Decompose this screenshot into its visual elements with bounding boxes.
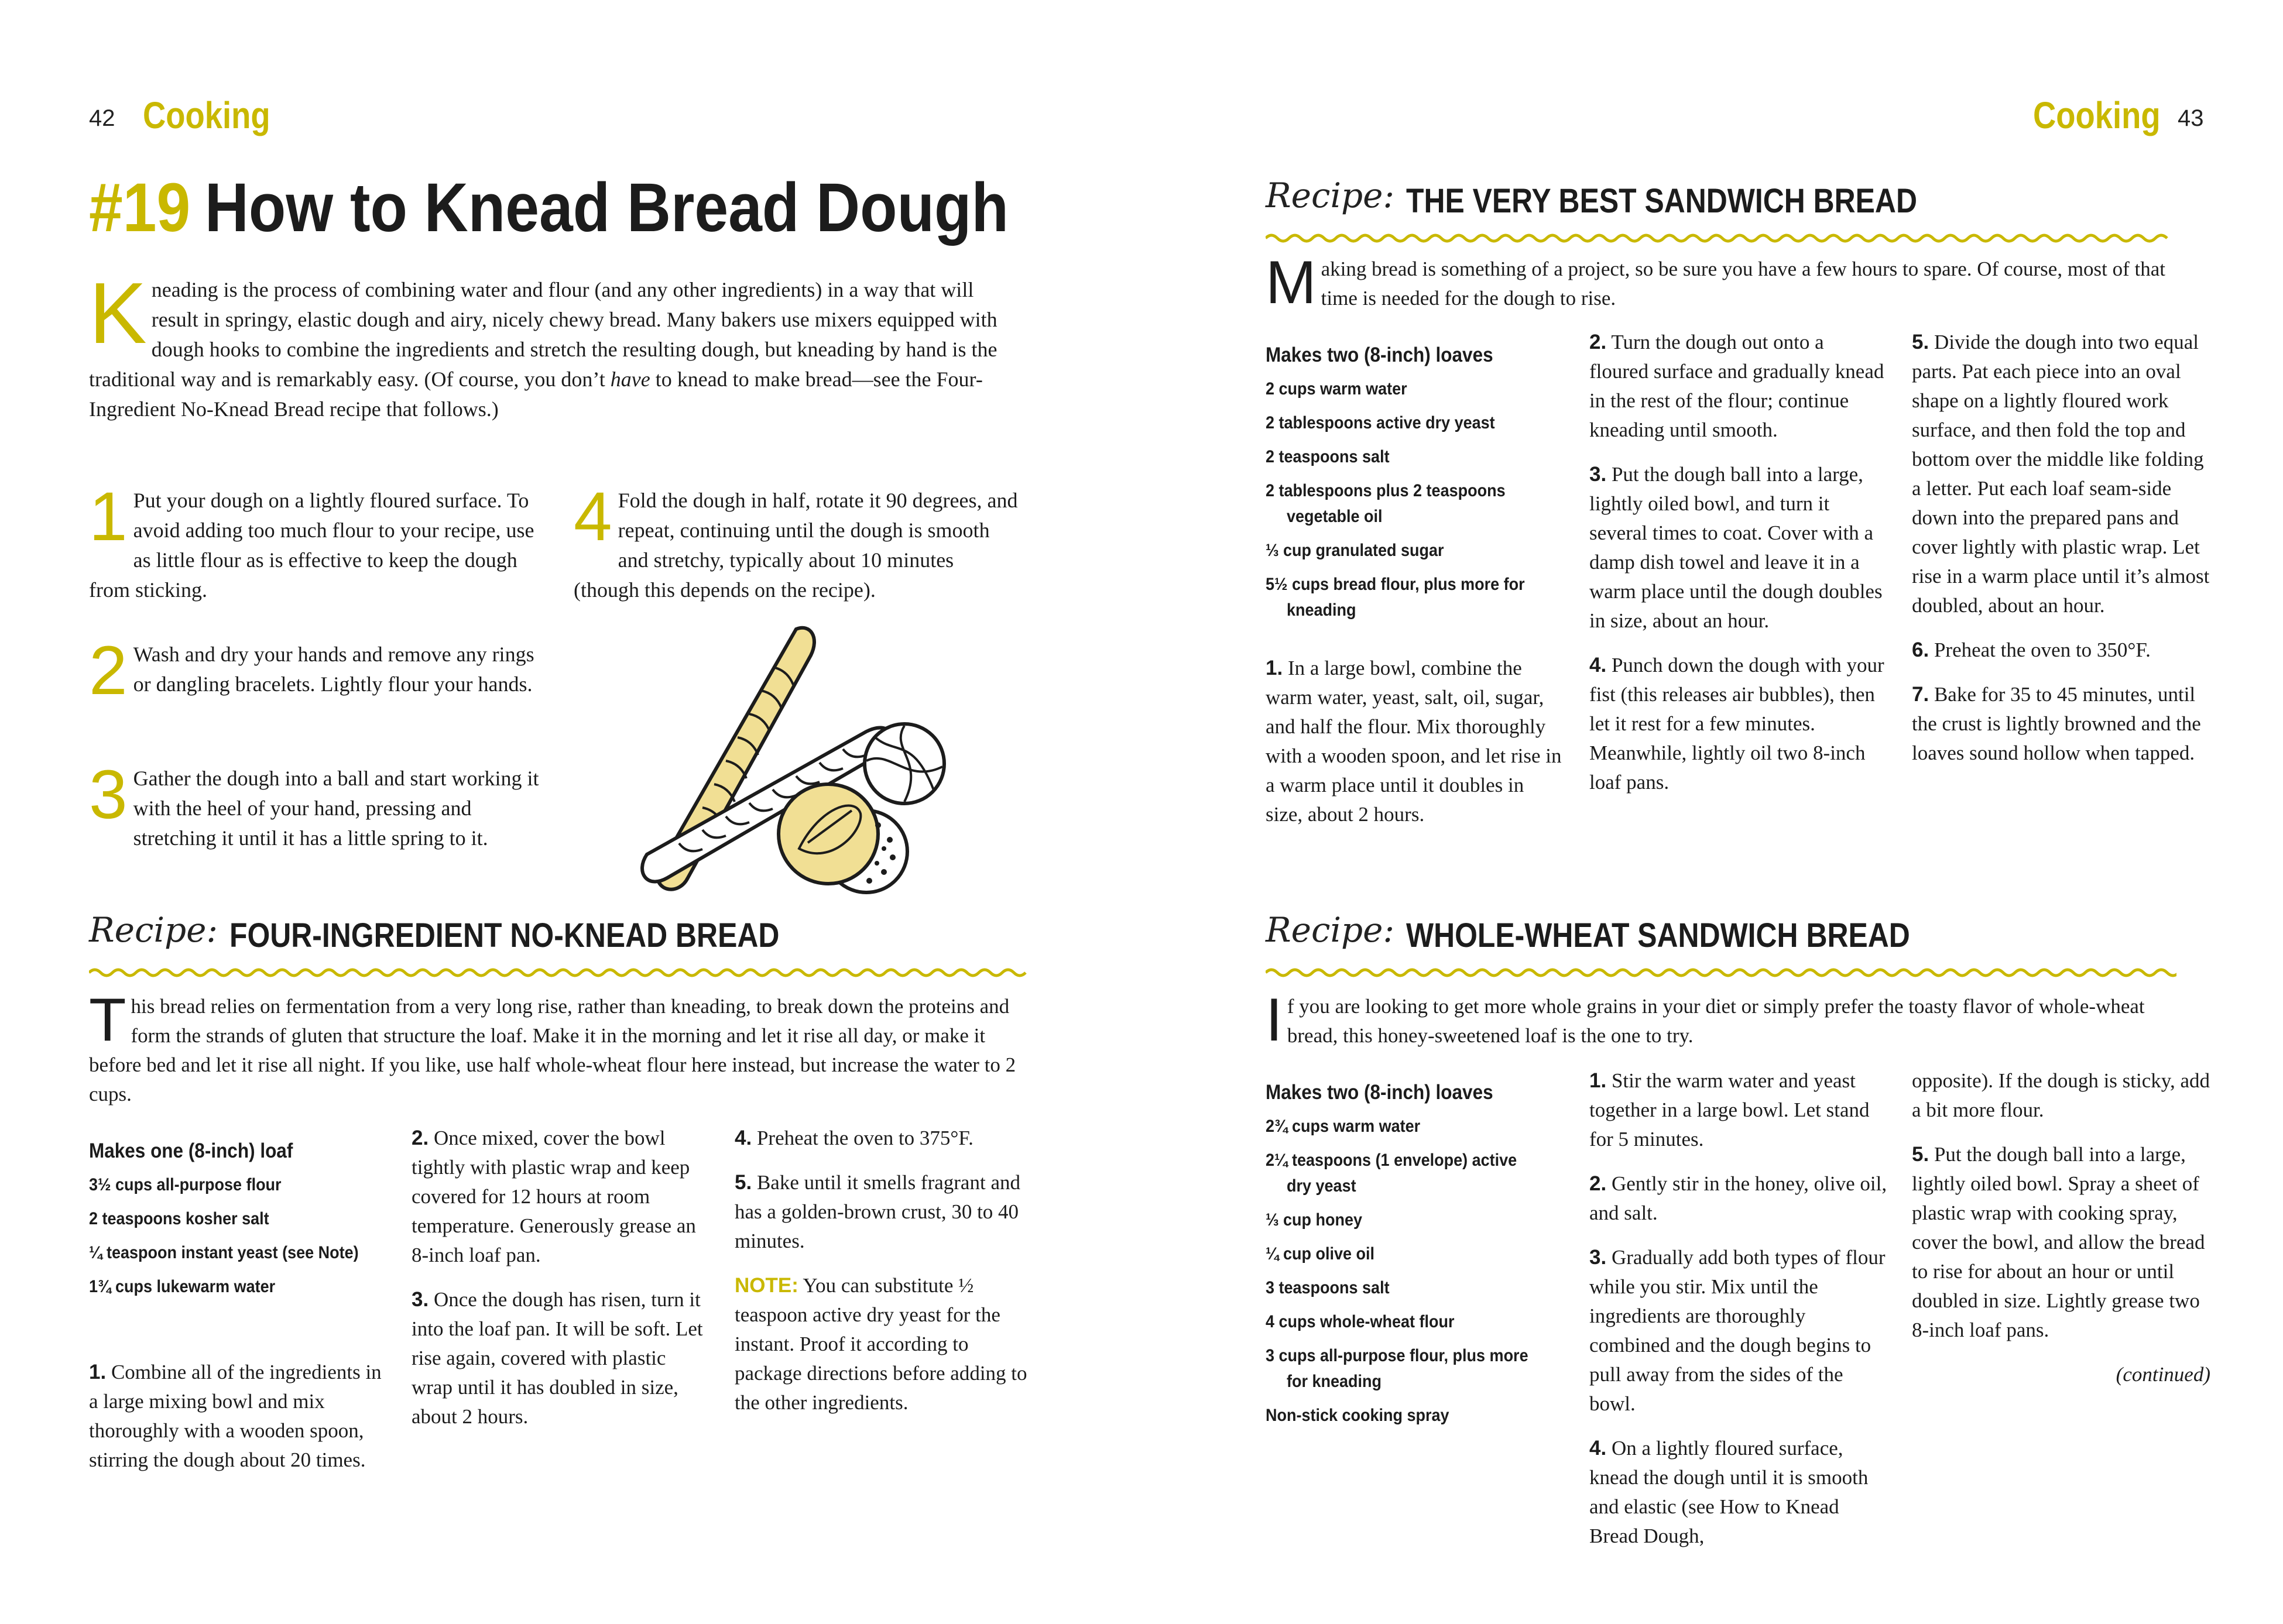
wavy-rule bbox=[1266, 966, 2176, 980]
recipe-column-2 bbox=[1589, 328, 1888, 812]
recipe-step: 5. Divide the dough into two equal parts. Pat each piece into an oval shape on a lightly floured work surface, and then fold the top and bottom over the middle like folding a letter. Put each loaf seam-side down into the prepared pans and cover lightly with plastic wrap. Let rise in a warm place until it’s almost doubled, about an hour. bbox=[1912, 331, 2210, 617]
running-head: Cooking bbox=[2033, 94, 2161, 136]
ingredient: ⅓ cup honey bbox=[1266, 1210, 1363, 1230]
ingredient: ¼ teaspoon instant yeast (see Note) bbox=[89, 1243, 359, 1262]
recipe-intro: This bread relies on fermentation from a very long rise, rather than kneading, to break down the proteins and form the strands of gluten that structure the loaf. Make it in the morning and let it rise all day, or make it before bed and let it rise all night. If you like, use half whole-wheat flour here instead, but increase the water to 2 cups. bbox=[89, 986, 1016, 1105]
ingredient: 3 teaspoons salt bbox=[1266, 1278, 1390, 1297]
ingredient-list bbox=[1266, 342, 1529, 631]
recipe-header bbox=[89, 910, 1031, 980]
recipe-title: WHOLE-WHEAT SANDWICH BREAD bbox=[1406, 916, 1910, 955]
step-number: 3 bbox=[89, 756, 128, 833]
recipe-step: 5. Put the dough ball into a large, lightly oiled bowl. Spray a sheet of plastic wrap with cooking spray, cover the bowl, and allow the bread to rise for about an hour or until doubled in size. Lightly grease two 8-inch loaf pans. bbox=[1912, 1143, 2205, 1341]
right-page bbox=[1142, 0, 2283, 1624]
chapter-title bbox=[89, 170, 1009, 246]
recipe-step: 2. Turn the dough out onto a floured surface and gradually knead in the rest of the flour; continue kneading until smooth. bbox=[1589, 331, 1884, 441]
page-number: 42 bbox=[89, 105, 115, 131]
recipe-note: NOTE: You can substitute ½ teaspoon active dry yeast for the instant. Proof it according to package directions before adding to the other ingredients. bbox=[735, 1274, 1027, 1414]
recipe-step-continued: opposite). If the dough is sticky, add a bit more flour. bbox=[1912, 1069, 2210, 1121]
ingredient: 2 cups warm water bbox=[1266, 379, 1407, 399]
recipe-intro: Making bread is something of a project, so be sure you have a few hours to spare. Of course, most of that time is needed for the dough to rise. bbox=[1266, 249, 2166, 317]
kneading-step: 1 Put your dough on a lightly floured surface. To avoid adding too much flour to your recipe, use as little flour as is effective to keep the dough from sticking. bbox=[89, 478, 534, 602]
wavy-rule bbox=[89, 966, 1031, 980]
recipe-step: 2. Once mixed, cover the bowl tightly with plastic wrap and keep covered for 12 hours at room temperature. Generously grease an 8-inch loaf pan. bbox=[412, 1127, 696, 1266]
kneading-step: 3 Gather the dough into a ball and start working it with the heel of your hand, pressing and stretching it until it has a little spring to it. bbox=[89, 756, 539, 850]
drop-cap: M bbox=[1266, 249, 1317, 317]
ingredient: 2 teaspoons kosher salt bbox=[89, 1209, 269, 1228]
recipe-column-2 bbox=[412, 1124, 710, 1447]
recipe-step: 3. Once the dough has risen, turn it into the loaf pan. It will be soft. Let rise again, covered with plastic wrap until it has doubled in size, about 2 hours. bbox=[412, 1288, 703, 1428]
recipe-yield: Makes two (8-inch) loaves bbox=[1266, 344, 1493, 366]
recipe-column-3 bbox=[1912, 328, 2210, 783]
drop-cap: T bbox=[89, 986, 126, 1054]
ingredient: ¼ cup olive oil bbox=[1266, 1244, 1375, 1264]
ingredient: 2¾ cups warm water bbox=[1266, 1117, 1421, 1136]
bread-loaves-illustration bbox=[632, 620, 960, 913]
recipe-column-2 bbox=[1589, 1066, 1888, 1566]
ingredient: 2 tablespoons plus 2 teaspoons vegetable oil bbox=[1266, 481, 1506, 526]
recipe-step: 4. On a lightly floured surface, knead the dough until it is smooth and elastic (see How to Knead Bread Dough, bbox=[1589, 1437, 1869, 1547]
recipe-yield: Makes one (8-inch) loaf bbox=[89, 1139, 293, 1162]
kneading-step: 2 Wash and dry your hands and remove any rings or dangling bracelets. Lightly flour your hands. bbox=[89, 632, 534, 709]
recipe-header bbox=[1266, 176, 2176, 246]
recipe-column-1 bbox=[89, 1358, 388, 1490]
recipe-step: 7. Bake for 35 to 45 minutes, until the crust is lightly browned and the loaves sound hollow when tapped. bbox=[1912, 683, 2201, 764]
wavy-rule bbox=[1266, 231, 2176, 245]
page-number: 43 bbox=[2178, 105, 2204, 131]
ingredient-list bbox=[1266, 1080, 1540, 1437]
recipe-step: 1. In a large bowl, combine the warm water, yeast, salt, oil, sugar, and half the flour. Mix thoroughly with a wooden spoon, and let rise in a warm place until it doubles in size, about 2 hours. bbox=[1266, 657, 1562, 826]
recipe-step: 6. Preheat the oven to 350°F. bbox=[1912, 638, 2151, 661]
ingredient: 3 cups all-purpose flour, plus more for kneading bbox=[1266, 1346, 1528, 1391]
ingredient: 5½ cups bread flour, plus more for kneading bbox=[1266, 575, 1525, 620]
recipe-label: Recipe: bbox=[89, 910, 218, 950]
recipe-intro: If you are looking to get more whole grains in your diet or simply prefer the toasty flavor of whole-wheat bread, this honey-sweetened loaf is the one to try. bbox=[1266, 986, 2145, 1054]
ingredient: 3½ cups all-purpose flour bbox=[89, 1175, 282, 1194]
recipe-label: Recipe: bbox=[1266, 910, 1395, 950]
running-head: Cooking bbox=[143, 94, 270, 136]
continued-marker: (continued) bbox=[2116, 1363, 2210, 1386]
ingredient: 1¾ cups lukewarm water bbox=[89, 1277, 276, 1296]
intro-paragraph: Kneading is the process of combining water and flour (and any other ingredients) in a way that will result in springy, elastic dough and airy, nicely chewy bread. Many bakers use mixers equipped with dough hooks to combine the ingredients and stretch the resulting dough, but kneading by hand is the traditional way and is remarkably easy. (Of course, you don’t have to knead to make bread—see the Four-Ingredient No-Knead Bread recipe that follows.) bbox=[89, 265, 997, 421]
ingredient: 4 cups whole-wheat flour bbox=[1266, 1312, 1455, 1331]
recipe-step: 1. Stir the warm water and yeast together in a large bowl. Let stand for 5 minutes. bbox=[1589, 1069, 1870, 1151]
recipe-column-1 bbox=[1266, 654, 1564, 844]
step-number: 2 bbox=[89, 632, 128, 709]
ingredient: 2 tablespoons active dry yeast bbox=[1266, 413, 1495, 432]
recipe-label: Recipe: bbox=[1266, 176, 1395, 215]
recipe-column-3 bbox=[1912, 1066, 2210, 1405]
recipe-step: 5. Bake until it smells fragrant and has a golden-brown crust, 30 to 40 minutes. bbox=[735, 1171, 1020, 1252]
drop-cap: K bbox=[89, 265, 147, 362]
recipe-step: 3. Put the dough ball into a large, lightly oiled bowl, and turn it several times to coat. Cover with a damp dish towel and leave it in a warm place until the dough doubles in size, about an hour. bbox=[1589, 463, 1883, 632]
recipe-step: 3. Gradually add both types of flour while you stir. Mix until the ingredients are thoroughly combined and the dough begins to pull away from the sides of the bowl. bbox=[1589, 1246, 1886, 1415]
ingredient: 2¼ teaspoons (1 envelope) active dry yeast bbox=[1266, 1151, 1517, 1196]
recipe-step: 2. Gently stir in the honey, olive oil, and salt. bbox=[1589, 1172, 1887, 1224]
step-number: 4 bbox=[574, 478, 612, 555]
ingredient: ⅓ cup granulated sugar bbox=[1266, 541, 1444, 560]
recipe-step: 4. Preheat the oven to 375°F. bbox=[735, 1127, 973, 1149]
title-number: #19 bbox=[89, 169, 191, 246]
recipe-column-3 bbox=[735, 1124, 1033, 1433]
title-text: How to Knead Bread Dough bbox=[204, 169, 1009, 246]
ingredient: 2 teaspoons salt bbox=[1266, 447, 1390, 466]
recipe-step: 4. Punch down the dough with your fist (this releases air bubbles), then let it rest for a few minutes. Meanwhile, lightly oil two 8-inch loaf pans. bbox=[1589, 654, 1884, 794]
recipe-yield: Makes two (8-inch) loaves bbox=[1266, 1081, 1493, 1104]
kneading-step: 4 Fold the dough in half, rotate it 90 degrees, and repeat, continuing until the dough is smooth and stretchy, typically about 10 minutes (though this depends on the recipe). bbox=[574, 478, 1018, 602]
drop-cap: I bbox=[1266, 986, 1283, 1054]
ingredient: Non-stick cooking spray bbox=[1266, 1406, 1449, 1425]
recipe-header bbox=[1266, 910, 2176, 980]
recipe-title: FOUR-INGREDIENT NO-KNEAD BREAD bbox=[229, 916, 780, 955]
recipe-step: 1. Combine all of the ingredients in a large mixing bowl and mix thoroughly with a wooden spoon, stirring the dough about 20 times. bbox=[89, 1361, 382, 1471]
ingredient-list bbox=[89, 1138, 363, 1308]
step-number: 1 bbox=[89, 478, 128, 555]
recipe-title: THE VERY BEST SANDWICH BREAD bbox=[1406, 182, 1917, 220]
